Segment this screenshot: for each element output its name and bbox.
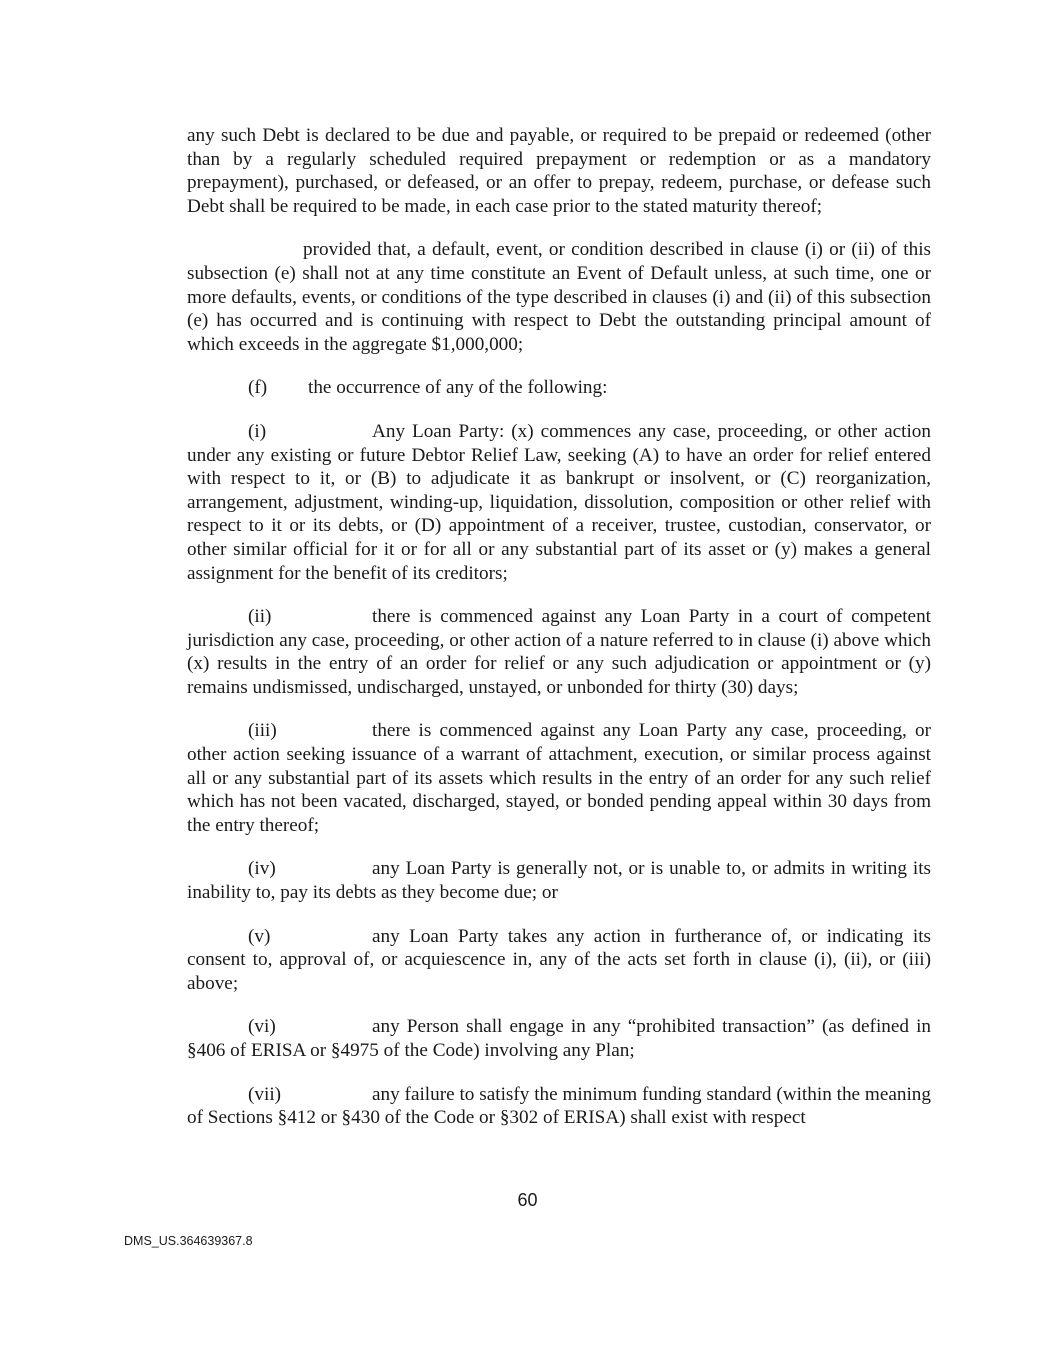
subclause-iii [187,719,931,837]
page-number: 60 [517,1190,538,1210]
clause-text: the occurrence of any of the following: [308,377,608,399]
subclause-i [187,420,931,585]
paragraph-continuation: any such Debt is declared to be due and payable, or required to be prepaid or redeemed (other than by a regularly scheduled required prepayment or redemption or as a mandatory prepayment), purchased, or defeased, or an offer to prepay, redeem, purchase, or defease such Debt shall be required to be made, in each case prior to the stated maturity thereof; [187,125,931,217]
subclause-number: (i) [248,420,267,442]
subclause-text: any failure to satisfy the minimum funding standard (within the meaning of Sections §412 or §430 of the Code or §302 of ERISA) shall exist with respect [187,1083,931,1129]
subclause-text: any Person shall engage in any “prohibited transaction” (as defined in §406 of ERISA or §4975 of the Code) involving any Plan; [187,1016,931,1061]
subclause-text: any Loan Party takes any action in furtherance of, or indicating its consent to, approval of, or acquiescence in, any of the acts set forth in clause (i), (ii), or (iii) above; [187,925,931,994]
paragraph-proviso: provided that, a default, event, or condition described in clause (i) or (ii) of this subsection (e) shall not at any time constitute an Event of Default unless, at such time, one or more defaults, events, or conditions of the type described in clauses (i) and (ii) of this subsection (e) has occurred and is continuing with respect to Debt the outstanding principal amount of which exceeds in the aggregate $1,000,000; [187,239,931,355]
subclause-v [187,925,931,996]
subclause-number: (vii) [248,1083,282,1105]
subclause-text: there is commenced against any Loan Party in a court of competent jurisdiction any case, proceeding, or other action of a nature referred to in clause (i) above which (x) results in the entry of an order for relief or any such adjudication or appointment or (y) remains undismissed, undischarged, unstayed, or unbonded for thirty (30) days; [187,606,931,698]
subclause-ii [187,605,931,699]
subclause-number: (vi) [248,1016,276,1038]
subclause-iv [187,857,931,904]
subclause-number: (iii) [248,720,277,742]
clause-number: (f) [248,377,268,399]
clause-f [187,376,931,400]
subclause-vi [187,1015,931,1062]
subclause-text: there is commenced against any Loan Party any case, proceeding, or other action seeking issuance of a warrant of attachment, execution, or similar process against all or any substantial part of its assets which results in the entry of an order for any such relief which has not been vacated, discharged, stayed, or bonded pending appeal within 30 days from the entry thereof; [187,720,931,836]
subclause-text: any Loan Party is generally not, or is unable to, or admits in writing its inability to, pay its debts as they become due; or [187,858,931,904]
document-body [187,124,931,1150]
subclause-number: (v) [248,925,271,947]
subclause-vii [187,1083,931,1130]
subclause-text: Any Loan Party: (x) commences any case, proceeding, or other action under any existing or future Debtor Relief Law, seeking (A) to have an order for relief entered with respect to it, or (B) to adjudicate it as bankrupt or insolvent, or (C) reorganization, arrangement, adjustment, winding-up, liquidation, dissolution, composition or other relief with respect to it or its debts, or (D) appointment of a receiver, trustee, custodian, conservator, or other similar official for it or for all or any substantial part of its asset or (y) makes a general assignment for the benefit of its creditors; [187,420,931,584]
subclause-number: (ii) [248,606,272,628]
document-id: DMS_US.364639367.8 [124,1234,253,1248]
subclause-number: (iv) [248,858,276,880]
